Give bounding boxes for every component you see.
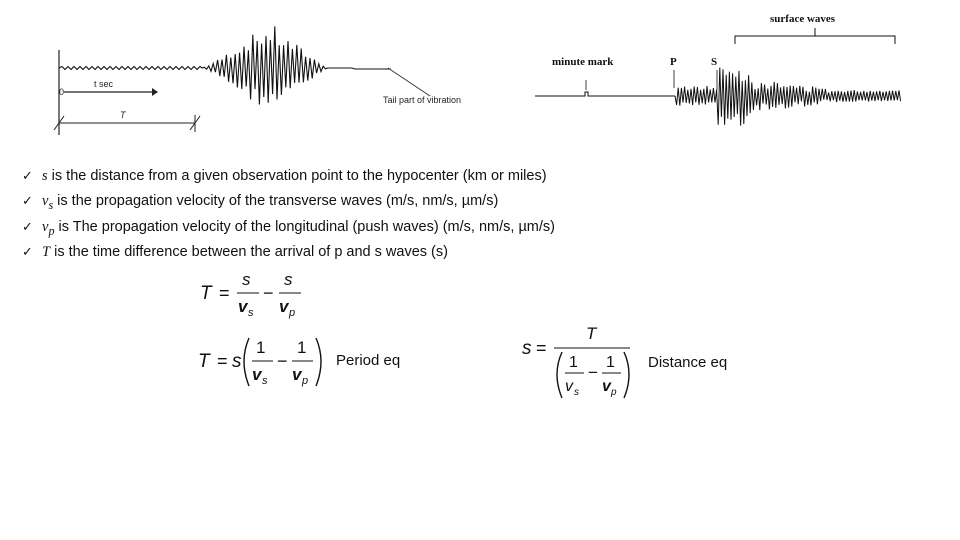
equation-period [193, 332, 328, 392]
definition-text: is the distance from a given observation point to the hypocenter (km or miles) [47, 168, 547, 184]
tail-pointer-line [388, 68, 430, 96]
zero-label: 0 [59, 87, 65, 97]
definition-item [22, 242, 555, 267]
eq2-right-paren [316, 338, 321, 386]
eq1-den2-sub: p [289, 307, 296, 319]
equation-distance [518, 322, 636, 402]
definition-text: is the time difference between the arrival of p and s waves (s) [50, 244, 448, 261]
checkmark-icon: ✓ [22, 245, 33, 261]
symbol-subscript: p [48, 223, 55, 238]
eq2-den2-sub: p [302, 375, 309, 387]
seismogram-trace-right [675, 68, 901, 126]
seismogram-trace [59, 26, 391, 104]
time-label: t sec [94, 79, 114, 89]
eq3-one-b: 1 [606, 354, 615, 371]
surface-waves-label: surface waves [770, 13, 836, 25]
eq1-lhs: T [200, 283, 212, 304]
eq2-s: s [232, 351, 242, 372]
eq3-right-paren [624, 352, 629, 398]
period-label: T [120, 110, 126, 120]
eq3-equals: = [536, 338, 547, 358]
eq2-left-paren [244, 338, 249, 386]
eq3-left-paren [557, 352, 562, 398]
eq3-lhs: s [522, 338, 532, 359]
checkmark-icon: ✓ [22, 219, 33, 235]
surface-waves-bracket [735, 36, 895, 44]
symbol: v [42, 218, 49, 235]
p-wave-label: P [670, 56, 677, 68]
eq1-equals: = [219, 283, 230, 303]
eq2-minus: − [277, 351, 288, 371]
eq1-den1-sub: s [248, 307, 254, 319]
period-eq-label: Period eq [336, 352, 401, 369]
eq3-den1-sub: s [574, 387, 579, 398]
distance-eq-label: Distance eq [648, 354, 728, 371]
definition-item [22, 191, 555, 216]
eq1-num1: s [242, 270, 251, 289]
eq2-den1-sub: s [262, 375, 268, 387]
definition-item [22, 217, 555, 242]
baseline-trace [535, 92, 675, 96]
tail-label: Tail part of vibration [383, 95, 462, 105]
eq2-equals: = [217, 351, 228, 371]
eq1-den2: v [279, 297, 289, 316]
symbol: v [42, 193, 49, 210]
eq3-num: T [586, 324, 597, 343]
eq2-lhs: T [198, 351, 210, 372]
definition-item [22, 166, 555, 191]
eq1-minus: − [263, 283, 274, 303]
symbol: s [42, 168, 48, 184]
eq3-den2: v [602, 378, 611, 395]
definition-text: is The propagation velocity of the longitudinal (push waves) (m/s, nm/s, µm/s) [54, 218, 555, 235]
s-wave-label: S [711, 56, 718, 68]
eq3-minus: − [588, 363, 598, 382]
checkmark-icon: ✓ [22, 194, 33, 210]
minute-mark-label: minute mark [552, 56, 614, 68]
symbol-subscript: s [48, 198, 54, 213]
eq1-num2: s [284, 270, 293, 289]
time-arrow-head [152, 88, 158, 96]
left-seismogram [50, 20, 480, 140]
eq3-one-a: 1 [569, 354, 578, 371]
eq2-one-b: 1 [297, 338, 307, 357]
definition-list [22, 166, 555, 268]
right-seismogram [530, 8, 905, 143]
eq2-den2: v [292, 365, 302, 384]
definition-text: is the propagation velocity of the transverse waves (m/s, nm/s, µm/s) [53, 193, 499, 210]
symbol: T [42, 244, 51, 261]
eq1-den1: v [238, 297, 248, 316]
eq3-den2-sub: p [611, 387, 617, 398]
eq3-den1: v [565, 378, 573, 395]
eq2-den1: v [252, 365, 262, 384]
checkmark-icon: ✓ [22, 169, 33, 184]
eq2-one-a: 1 [256, 338, 266, 357]
equation-time-difference [195, 266, 315, 322]
